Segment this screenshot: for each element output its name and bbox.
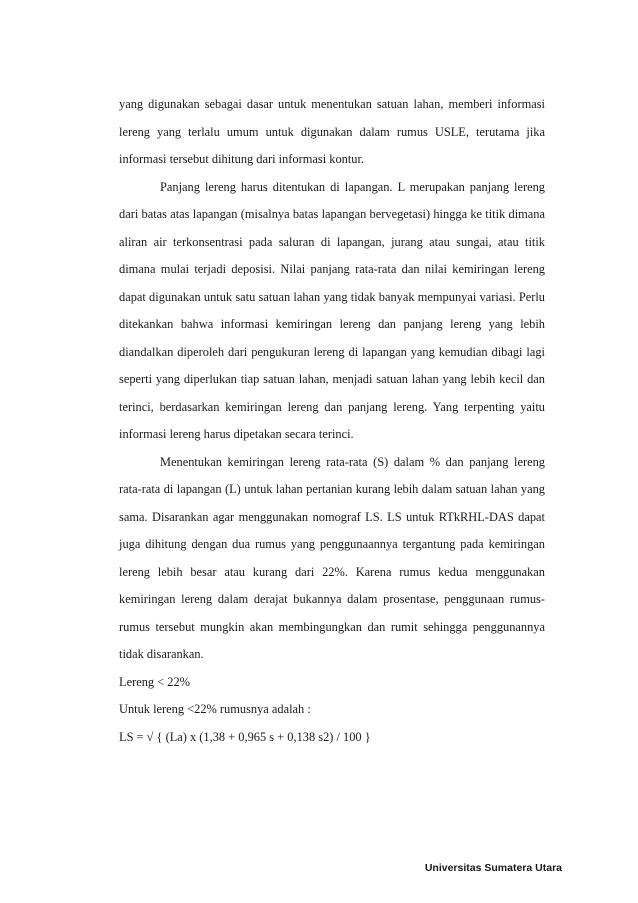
formula-intro: Untuk lereng <22% rumusnya adalah :	[119, 702, 311, 716]
ls-formula: LS = √ { (La) x (1,38 + 0,965 s + 0,138 s2) / 100 }	[119, 729, 371, 744]
paragraph-2: Panjang lereng harus ditentukan di lapangan. L merupakan panjang lereng dari batas atas lapangan (misalnya batas lapangan bervegetasi) hingga ke titik dimana aliran air terkonsentrasi pada saluran di lapangan, jurang atau sungai, atau titik dimana mulai terjadi deposisi. Nilai panjang rata-rata dan nilai kemiringan lereng dapat digunakan untuk satu satuan lahan yang tidak banyak mempunyai variasi. Perlu ditekankan bahwa informasi kemiringan lereng dan panjang lereng yang lebih diandalkan diperoleh dari pengukuran lereng di lapangan yang kemudian dibagi lagi seperti yang diperlukan tiap satuan lahan, menjadi satuan lahan yang lebih kecil dan terinci, berdasarkan kemiringan lereng dan panjang lereng. Yang terpenting yaitu informasi lereng harus dipetakan secara terinci.	[119, 179, 545, 441]
footer-institution: Universitas Sumatera Utara	[424, 862, 562, 874]
body-text	[119, 91, 545, 751]
subheading-slope-under-22: Lereng < 22%	[119, 674, 190, 689]
paragraph-1: yang digunakan sebagai dasar untuk menentukan satuan lahan, memberi informasi lereng yang terlalu umum untuk digunakan dalam rumus USLE, terutama jika informasi tersebut dihitung dari informasi kontur.	[119, 97, 545, 166]
paragraph-3: Menentukan kemiringan lereng rata-rata (S) dalam % dan panjang lereng rata-rata di lapangan (L) untuk lahan pertanian kurang lebih dalam satuan lahan yang sama. Disarankan agar menggunakan nomograf LS. LS untuk RTkRHL-DAS dapat juga dihitung dengan dua rumus yang penggunaannya tergantung pada kemiringan lereng lebih besar atau kurang dari 22%. Karena rumus kedua menggunakan kemiringan lereng dalam derajat bukannya dalam prosentase, penggunaan rumus-rumus tersebut mungkin akan membingungkan dan rumit sehingga penggunannya tidak disarankan.	[119, 454, 545, 661]
